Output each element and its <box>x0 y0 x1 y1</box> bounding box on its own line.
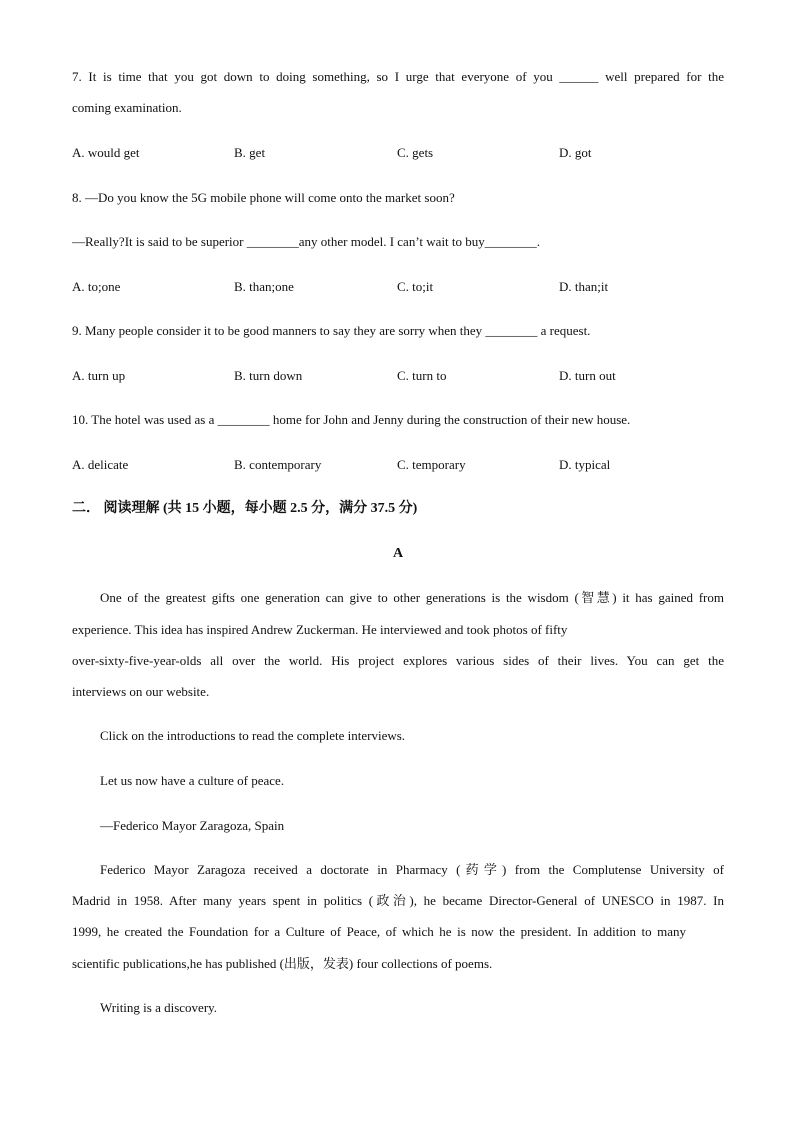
passage-p5-line4: scientific publications,he has published (出版，发表) four collections of poems. <box>72 956 493 971</box>
passage-p5-line1: Federico Mayor Zaragoza received a doctorate in Pharmacy (药学) from the Complutense University of <box>100 862 724 877</box>
q8-option-a[interactable]: A. to;one <box>72 279 121 294</box>
section-heading: 二． 阅读理解 (共 15 小题，每小题 2.5 分，满分 37.5 分) <box>72 501 418 516</box>
passage-p1-line1: One of the greatest gifts one generation can give to other generations is the wisdom (智慧) it has gained from <box>100 590 724 605</box>
passage-p1-line4: interviews on our website. <box>72 684 210 699</box>
passage-p2: Click on the introductions to read the complete interviews. <box>100 728 406 743</box>
q9-option-a[interactable]: A. turn up <box>72 368 126 383</box>
passage-p5-line2: Madrid in 1958. After many years spent in politics (政治), he became Director-General of UNESCO in 1987. In <box>72 893 724 908</box>
q7-option-a[interactable]: A. would get <box>72 145 140 160</box>
passage-p6: Writing is a discovery. <box>100 1000 218 1015</box>
q10-stem: 10. The hotel was used as a ________ home for John and Jenny during the construction of their new house. <box>72 412 631 427</box>
passage-p4: —Federico Mayor Zaragoza, Spain <box>100 818 285 833</box>
q9-stem: 9. Many people consider it to be good manners to say they are sorry when they ________ a request. <box>72 323 591 338</box>
passage-p1-line2: experience. This idea has inspired Andrew Zuckerman. He interviewed and took photos of fifty <box>72 622 568 637</box>
q8-stem-line1: 8. —Do you know the 5G mobile phone will come onto the market soon? <box>72 190 455 205</box>
q9-option-d[interactable]: D. turn out <box>559 368 616 383</box>
q7-option-c[interactable]: C. gets <box>397 145 434 160</box>
q8-stem-line2: —Really?It is said to be superior ________any other model. I can’t wait to buy________. <box>72 234 541 249</box>
q10-option-a[interactable]: A. delicate <box>72 457 129 472</box>
q9-option-b[interactable]: B. turn down <box>234 368 303 383</box>
q8-option-d[interactable]: D. than;it <box>559 279 609 294</box>
passage-p3: Let us now have a culture of peace. <box>100 773 285 788</box>
q10-option-d[interactable]: D. typical <box>559 457 611 472</box>
passage-p1-line3: over-sixty-five-year-olds all over the world. His project explores various sides of their lives. You can get the <box>72 653 724 668</box>
passage-p5-line3: 1999, he created the Foundation for a Culture of Peace, of which he is now the president. In addition to many <box>72 924 686 939</box>
q7-stem-line2: coming examination. <box>72 100 182 115</box>
q7-stem-line1: 7. It is time that you got down to doing something, so I urge that everyone of you ______ well prepared for the <box>72 69 724 84</box>
passage-label: A <box>392 546 404 561</box>
q8-option-b[interactable]: B. than;one <box>234 279 294 294</box>
q8-option-c[interactable]: C. to;it <box>397 279 434 294</box>
q7-option-d[interactable]: D. got <box>559 145 592 160</box>
q10-option-b[interactable]: B. contemporary <box>234 457 322 472</box>
q10-option-c[interactable]: C. temporary <box>397 457 466 472</box>
q9-option-c[interactable]: C. turn to <box>397 368 447 383</box>
q7-option-b[interactable]: B. get <box>234 145 266 160</box>
